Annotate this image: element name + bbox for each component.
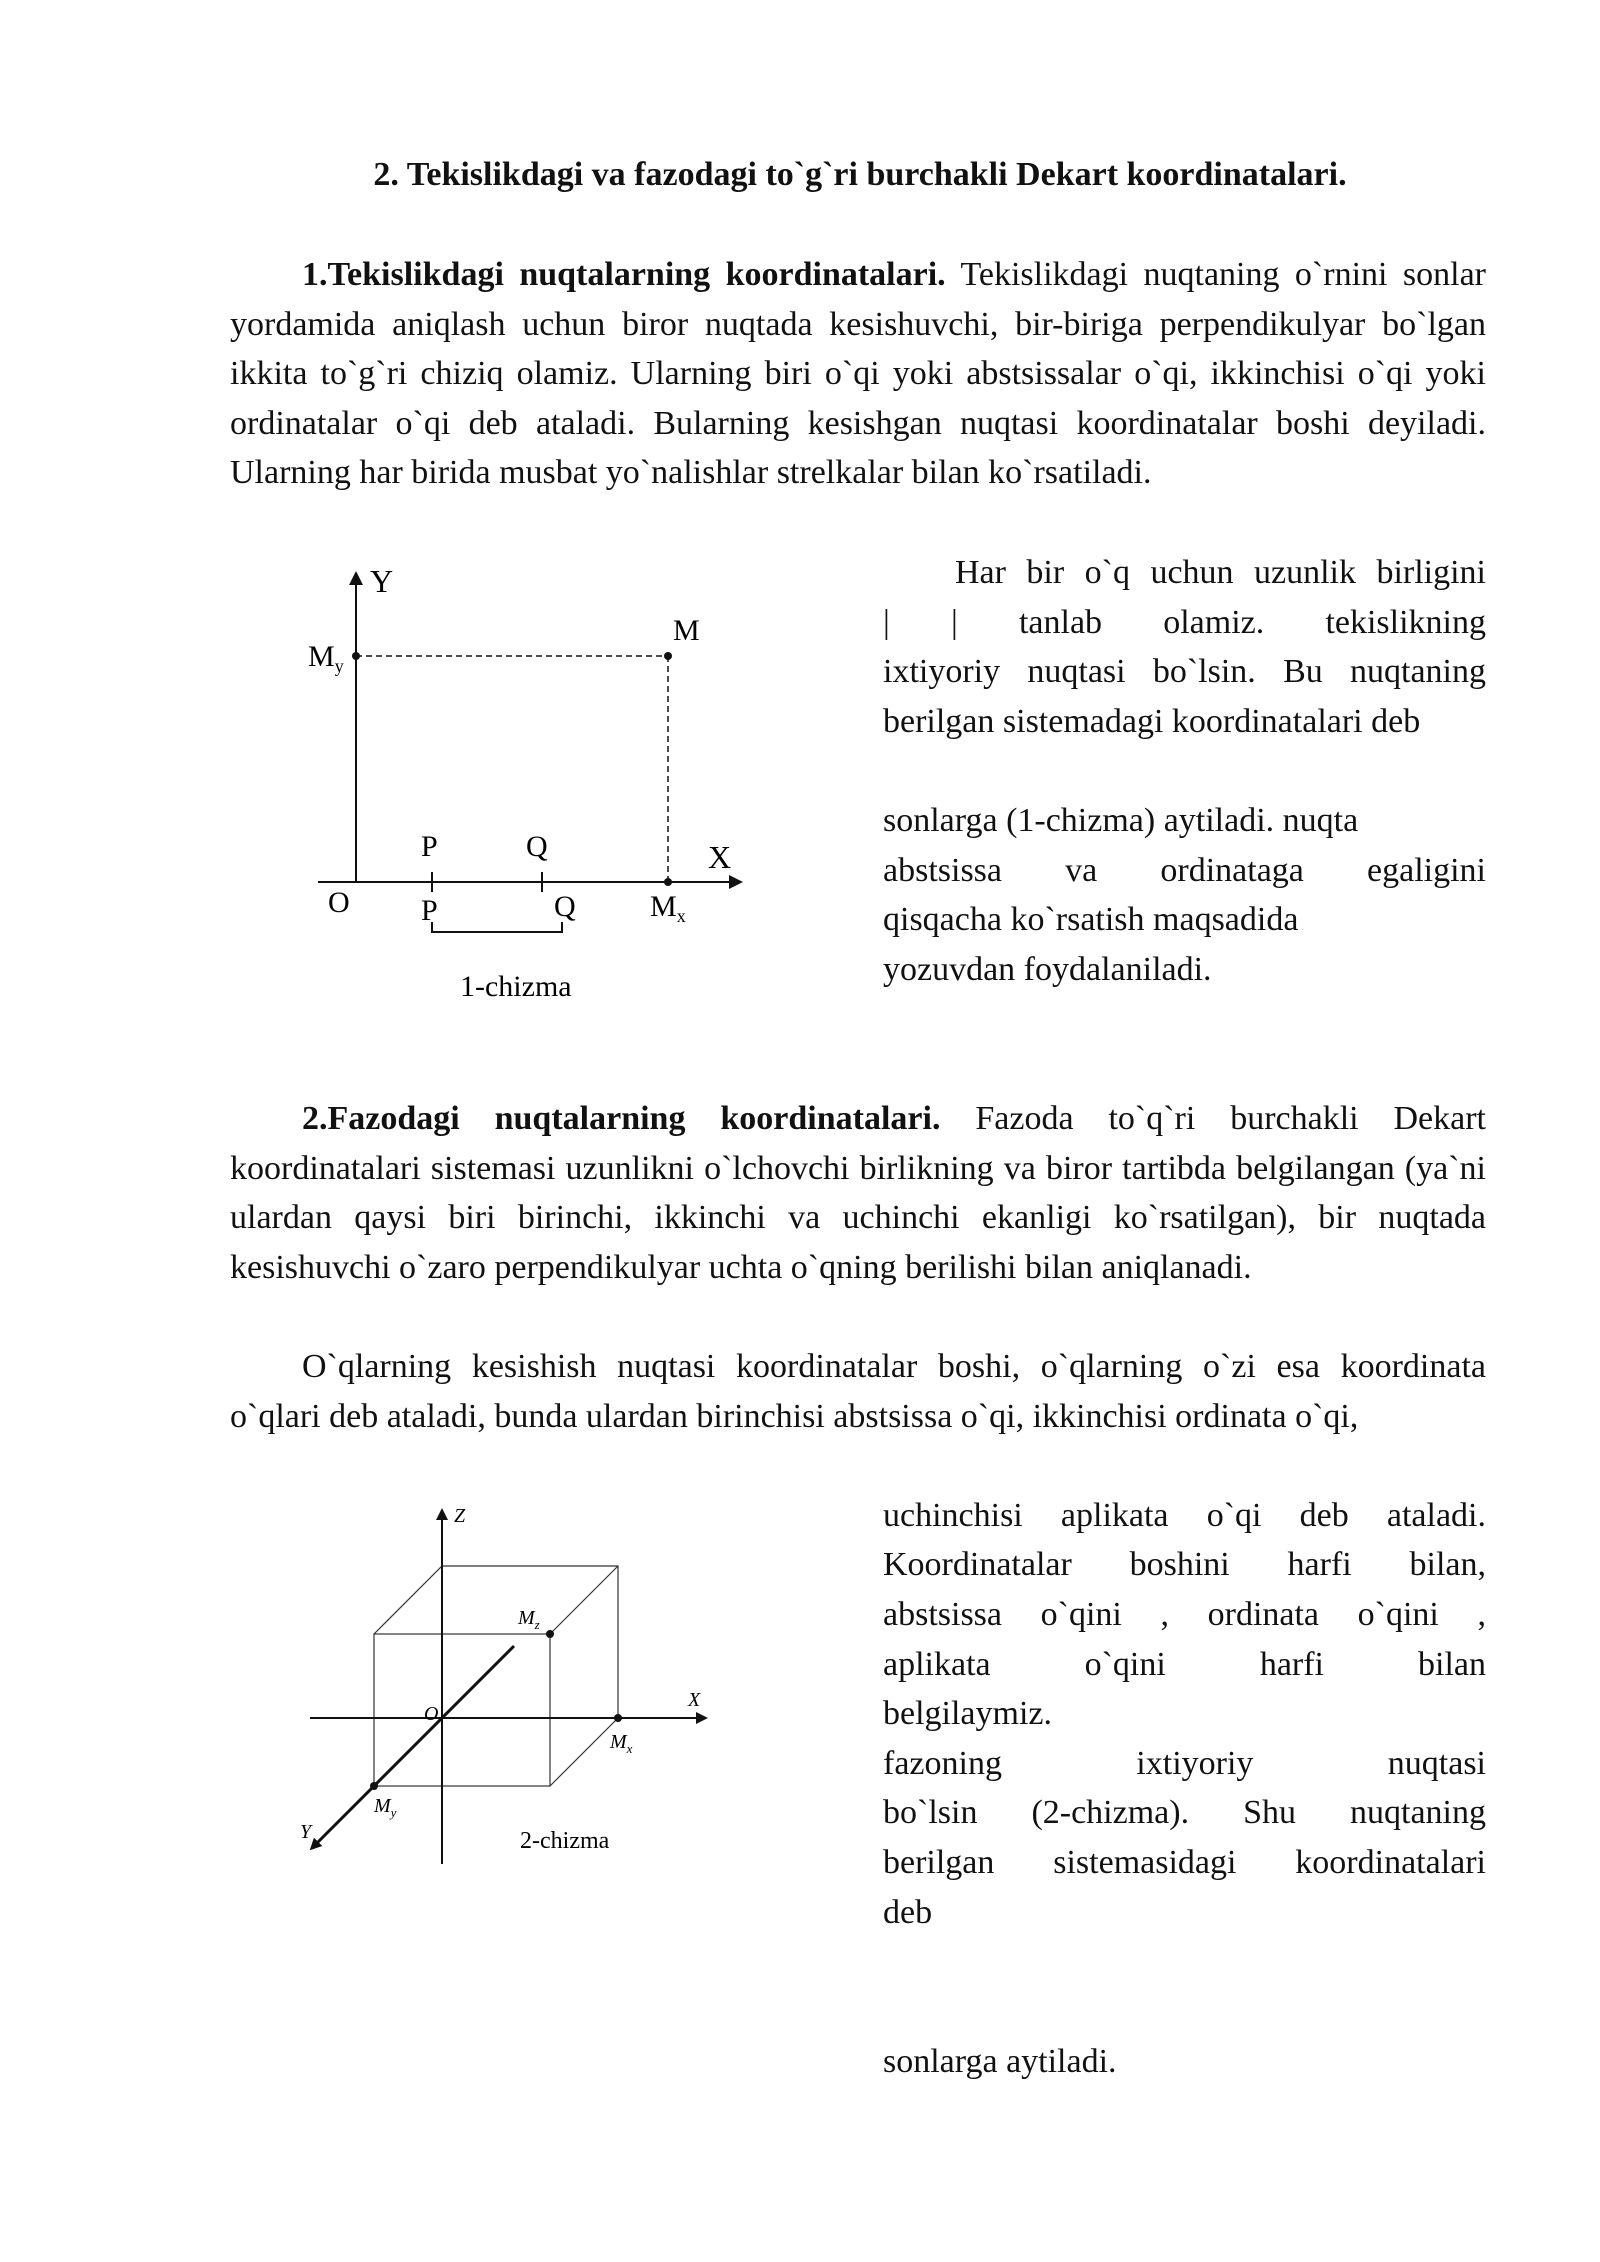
cube-top-right-edge: [550, 1566, 618, 1634]
point-m-label: M: [673, 614, 700, 647]
s1-right-line-8: yozuvdan foydalaniladi.: [883, 951, 1212, 988]
p-bottom-label: P: [421, 894, 438, 927]
s1-right-line-1: Har bir o`q uchun uzunlik birligini: [955, 554, 1486, 591]
point-my-label-3d: $M_y$: [374, 1795, 397, 1820]
cube-back-edges: [374, 1566, 618, 1786]
point-mx-3d: [614, 1714, 622, 1722]
point-m: [664, 652, 672, 660]
origin-label-3d: O: [424, 1703, 439, 1725]
unit-bracket: [432, 922, 562, 932]
x-axis-label-3d: X: [688, 1689, 701, 1711]
p-top-label: P: [421, 830, 438, 863]
section1-heading: 1.Tekislikdagi nuqtalarning koordinatalari.: [302, 256, 946, 293]
point-mz-label: $M_z$: [518, 1607, 540, 1632]
s2-right-line-8: berilgan sistemasidagi koordinatalari: [883, 1844, 1486, 1881]
s2-right-line-5: belgilaymiz.: [883, 1695, 1053, 1732]
point-mx-label: $M_x$: [650, 890, 686, 926]
s1-right-line-7: qisqacha ko`rsatish maqsadida: [883, 901, 1299, 938]
x-axis-label: X: [708, 839, 732, 875]
z-axis-label: Z: [454, 1505, 466, 1527]
s1-right-line-2: | | tanlab olamiz. tekislikning: [883, 604, 1486, 641]
s2-right-line-10: sonlarga aytiladi.: [883, 2043, 1117, 2080]
section1-paragraph: [230, 250, 1486, 498]
s2-right-line-9: deb: [883, 1894, 933, 1931]
section1-intro: Tekislikdagi nuqtaning o`rnini sonlar yordamida aniqlash uchun biror nuqtada kesishuvchi, bir-biriga perpendikulyar bo`lgan ikkita to`g`ri chiziq olamiz. Ularning biri o`qi yoki abstsissalar o`qi, ikkinchisi o`qi yoki ordinatalar o`qi deb ataladi. Bularning kesishgan nuqtasi koordinatalar boshi deyiladi. Ularning har birida musbat yo`nalishlar strelkalar bilan ko`rsatiladi.: [230, 256, 1486, 492]
cube-front-face: [374, 1634, 550, 1786]
q-top-label: Q: [526, 830, 548, 863]
section2-paragraph: [230, 1094, 1486, 1292]
origin-label: O: [328, 886, 350, 919]
s1-right-line-6: abstsissa va ordinataga egaligini: [883, 852, 1486, 889]
point-my-label: $M_y$: [308, 640, 344, 676]
s2-right-line-3: abstsissa o`qini , ordinata o`qini ,: [883, 1596, 1486, 1633]
section2-paragraph-2: O`qlarning kesishish nuqtasi koordinatalar boshi, o`qlarning o`zi esa koordinata o`qlari deb ataladi, bunda ulardan birinchisi abstsissa o`qi, ikkinchisi ordinata o`qi,: [230, 1348, 1486, 1435]
point-mz: [546, 1630, 554, 1638]
s2-right-line-7: bo`lsin (2-chizma). Shu nuqtaning: [883, 1794, 1486, 1831]
page-title: 2. Tekislikdagi va fazodagi to`g`ri burchakli Dekart koordinatalari.: [373, 156, 1347, 193]
s2-right-line-1: uchinchisi aplikata o`qi deb ataladi.: [883, 1497, 1486, 1534]
s1-right-line-3: ixtiyoriy nuqtasi bo`lsin. Bu nuqtaning: [883, 653, 1486, 690]
figure-1-caption: 1-chizma: [460, 970, 572, 1003]
figure-2-diagram: [290, 1492, 730, 1872]
point-my: [352, 652, 360, 660]
s1-right-line-5: sonlarga (1-chizma) aytiladi. nuqta: [883, 802, 1359, 839]
s2-right-line-4: aplikata o`qini harfi bilan: [883, 1646, 1486, 1683]
y-axis-line-3d: [314, 1646, 514, 1846]
figure-2-caption: 2-chizma: [520, 1828, 610, 1854]
figure-1-diagram: [290, 560, 770, 1020]
s1-right-line-4: berilgan sistemadagi koordinatalari deb: [883, 703, 1421, 740]
section2-intro: Fazoda to`q`ri burchakli Dekart koordinatalari sistemasi uzunlikni o`lchovchi birlikning va biror tartibda belgilangan (ya`ni ulardan qaysi biri birinchi, ikkinchi va uchinchi ekanligi ko`rsatilgan), bir nuqtada kesishuvchi o`zaro perpendikulyar uchta o`qning berilishi bilan aniqlanadi.: [230, 1100, 1487, 1286]
point-mx: [664, 878, 672, 886]
section2-heading: 2.Fazodagi nuqtalarning koordinatalari.: [302, 1100, 941, 1137]
y-axis-label-3d: Y: [300, 1821, 312, 1843]
point-mx-label-3d: $M_x$: [610, 1731, 633, 1756]
s2-right-line-6: fazoning ixtiyoriy nuqtasi: [883, 1745, 1486, 1782]
y-axis-label: Y: [370, 563, 394, 599]
s2-right-line-2: Koordinatalar boshini harfi bilan,: [883, 1546, 1486, 1583]
point-my-3d: [370, 1782, 378, 1790]
q-bottom-label: Q: [554, 890, 576, 923]
